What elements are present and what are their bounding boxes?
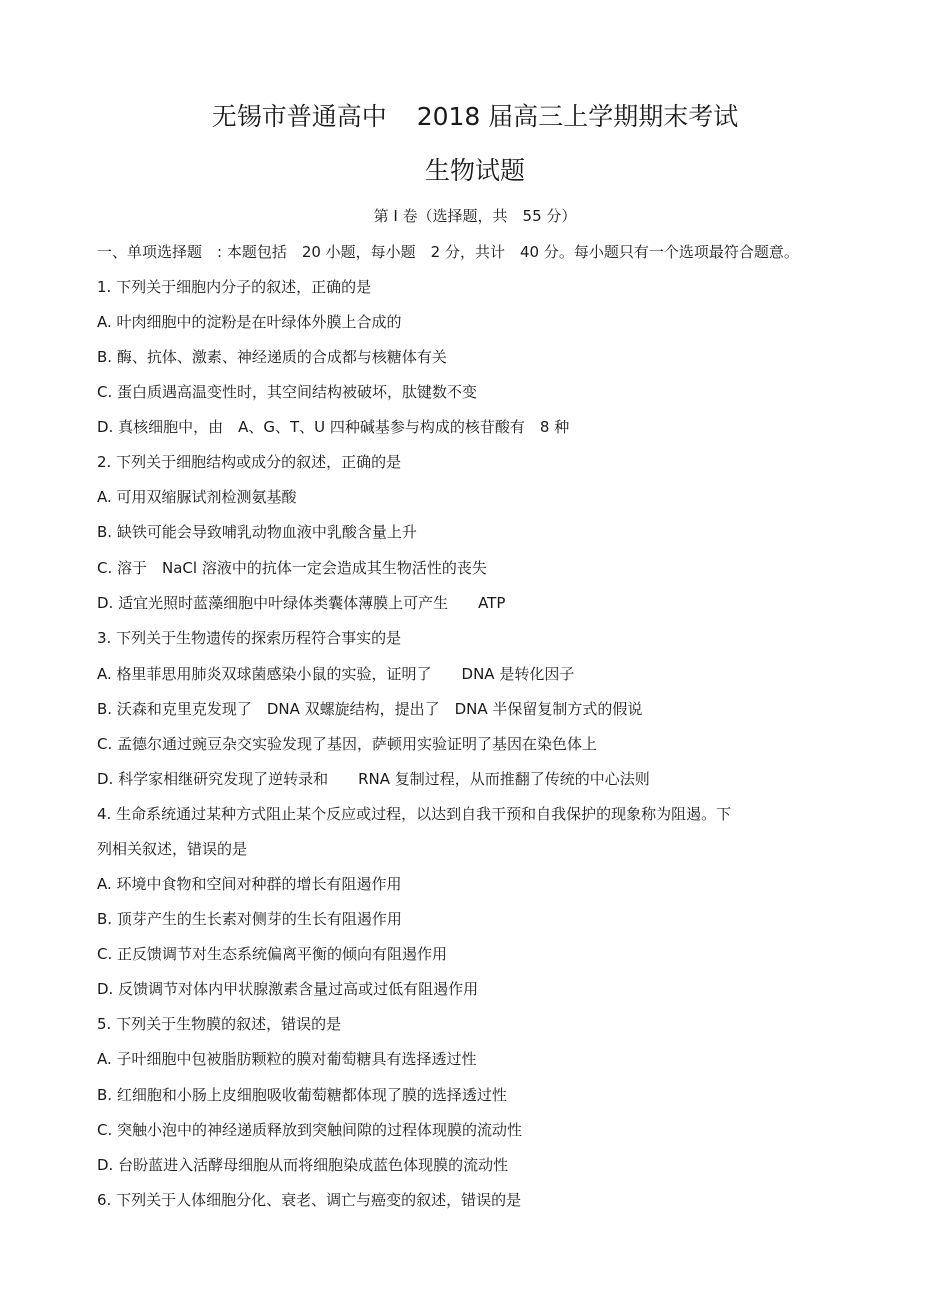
question-stem: 4. 生命系统通过某种方式阻止某个反应或过程，以达到自我干预和自我保护的现象称为阻遏。下 [97,805,732,823]
answer-option: D. 适宜光照时蓝藻细胞中叶绿体类囊体薄膜上可产生 ATP [97,594,506,612]
question-stem: 6. 下列关于人体细胞分化、衰老、调亡与癌变的叙述，错误的是 [97,1191,522,1209]
answer-option: D. 真核细胞中，由 A、G、T、U 四种碱基参与构成的核苷酸有 8 种 [97,418,570,436]
answer-option: C. 溶于 NaCl 溶液中的抗体一定会造成其生物活性的丧失 [97,559,487,577]
answer-option: A. 格里菲思用肺炎双球菌感染小鼠的实验，证明了 DNA 是转化因子 [97,665,575,683]
exam-title-region: 无锡市普通高中 [211,102,387,131]
answer-option: D. 科学家相继研究发现了逆转录和 RNA 复制过程，从而推翻了传统的中心法则 [97,770,650,788]
answer-option: A. 环境中食物和空间对种群的增长有阻遏作用 [97,875,402,893]
answer-option: A. 叶肉细胞中的淀粉是在叶绿体外膜上合成的 [97,313,402,331]
answer-option: B. 缺铁可能会导致哺乳动物血液中乳酸含量上升 [97,523,417,541]
answer-option: A. 子叶细胞中包被脂肪颗粒的膜对葡萄糖具有选择透过性 [97,1050,477,1068]
exam-subtitle: 生物试题 [424,156,525,185]
answer-option: A. 可用双缩脲试剂检测氨基酸 [97,488,297,506]
answer-option: C. 孟德尔通过豌豆杂交实验发现了基因，萨顿用实验证明了基因在染色体上 [97,735,598,753]
exam-title [0,101,950,133]
question-stem: 2. 下列关于细胞结构或成分的叙述，正确的是 [97,453,402,471]
answer-option: B. 红细胞和小肠上皮细胞吸收葡萄糖都体现了膜的选择透过性 [97,1086,507,1104]
question-stem: 5. 下列关于生物膜的叙述，错误的是 [97,1015,342,1033]
answer-option: C. 蛋白质遇高温变性时，其空间结构被破坏，肽键数不变 [97,383,478,401]
question-stem: 1. 下列关于细胞内分子的叙述，正确的是 [97,278,372,296]
question-stem: 3. 下列关于生物遗传的探索历程符合事实的是 [97,629,402,647]
answer-option: D. 台盼蓝进入活酵母细胞从而将细胞染成蓝色体现膜的流动性 [97,1156,509,1174]
answer-option: B. 沃森和克里克发现了 DNA 双螺旋结构，提出了 DNA 半保留复制方式的假说 [97,700,643,718]
answer-option: B. 顶芽产生的生长素对侧芽的生长有阻遏作用 [97,910,402,928]
question-stem-continued: 列相关叙述，错误的是 [97,840,248,858]
answer-option: D. 反馈调节对体内甲状腺激素含量过高或过低有阻遏作用 [97,980,479,998]
answer-option: C. 突触小泡中的神经递质释放到突触间隙的过程体现膜的流动性 [97,1121,523,1139]
exam-title-term: 2018 届高三上学期期末考试 [416,102,739,131]
answer-option: C. 正反馈调节对生态系统偏离平衡的倾向有阻遏作用 [97,945,448,963]
section-heading: 第 I 卷（选择题，共 55 分） [373,207,577,225]
answer-option: B. 酶、抗体、激素、神经递质的合成都与核糖体有关 [97,348,447,366]
section-instruction: 一、单项选择题 : 本题包括 20 小题，每小题 2 分，共计 40 分。每小题只有一个选项最符合题意。 [97,243,799,261]
